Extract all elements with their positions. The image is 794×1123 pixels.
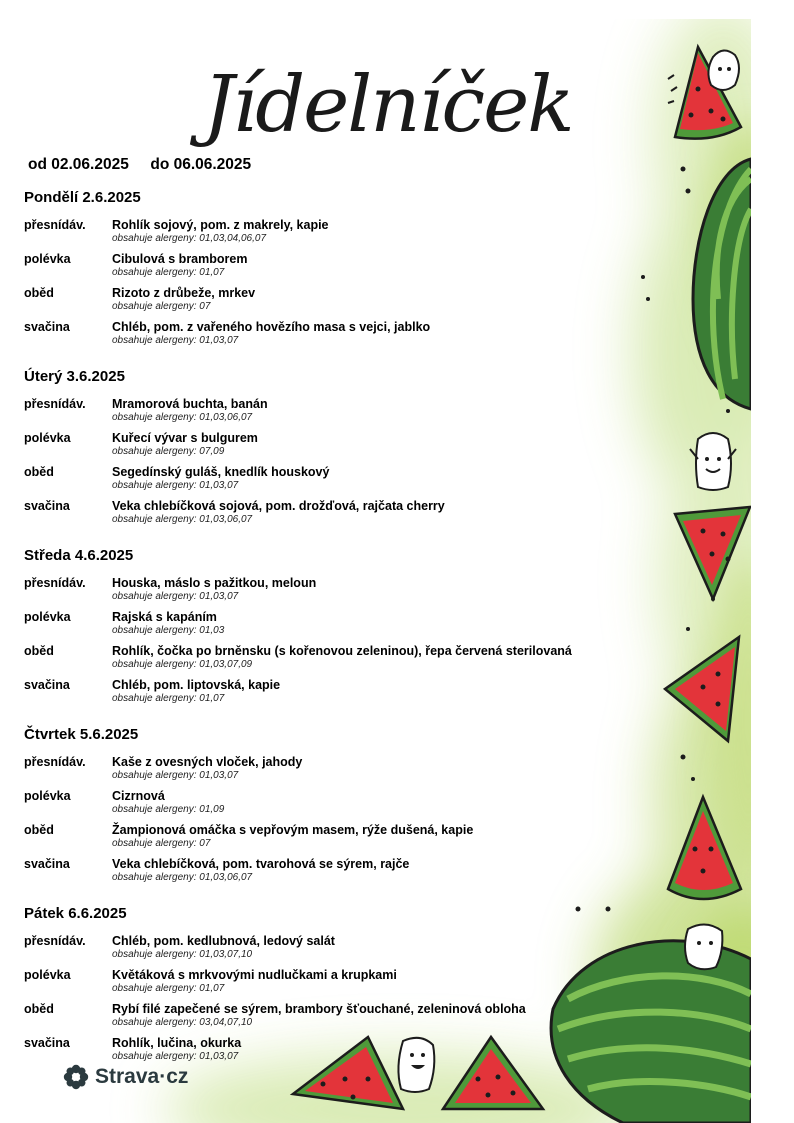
meal-details [112,609,664,643]
menu-content [24,189,664,1084]
meal-row [24,396,664,430]
meal-label: přesnídáv. [24,397,86,411]
dish-name: Rohlík, lučina, okurka [112,1036,242,1050]
meal-details [112,822,664,856]
meal-label: polévka [24,968,71,982]
allergen-note: obsahuje alergeny: 01,03,07 [112,335,239,346]
dish-name: Chléb, pom. z vařeného hovězího masa s vejci, jablko [112,320,431,334]
allergen-note: obsahuje alergeny: 07,09 [112,446,225,457]
meal-label: polévka [24,610,71,624]
meal-details [112,1035,664,1069]
meal-row [24,1001,664,1035]
meal-label: oběd [24,465,54,479]
allergen-note: obsahuje alergeny: 01,03 [112,625,225,636]
page-title [23,19,583,169]
dish-name: Veka chlebíčková sojová, pom. drožďová, rajčata cherry [112,499,445,513]
meal-details [112,251,664,285]
meal-details [112,498,664,532]
dish-name: Rizoto z drůbeže, mrkev [112,286,256,300]
allergen-note: obsahuje alergeny: 01,09 [112,804,225,815]
day-title: Středa 4.6.2025 [24,547,134,564]
meal-details [112,643,664,677]
day-title: Čtvrtek 5.6.2025 [24,726,139,743]
meal-label: oběd [24,1002,54,1016]
meal-details [112,754,664,788]
meal-details [112,856,664,890]
allergen-note: obsahuje alergeny: 03,04,07,10 [112,1017,253,1028]
meal-label: přesnídáv. [24,218,86,232]
meal-label: svačina [24,678,70,692]
day-section [24,547,664,711]
meal-label: přesnídáv. [24,934,86,948]
allergen-note: obsahuje alergeny: 01,03,07,09 [112,659,253,670]
meal-label: svačina [24,1036,70,1050]
allergen-note: obsahuje alergeny: 07 [112,838,211,849]
meal-label: oběd [24,644,54,658]
meal-label: svačina [24,857,70,871]
meal-details [112,396,664,430]
meal-row [24,788,664,822]
meal-row [24,217,664,251]
meal-row [24,822,664,856]
meal-details [112,967,664,1001]
allergen-note: obsahuje alergeny: 01,03,07 [112,591,239,602]
dish-name: Kaše z ovesných vloček, jahody [112,755,303,769]
meal-details [112,430,664,464]
meal-row [24,754,664,788]
dish-name: Cibulová s bramborem [112,252,248,266]
date-range: od 02.06.2025 do 06.06.2025 [28,156,252,173]
allergen-note: obsahuje alergeny: 01,03,07 [112,770,239,781]
strava-logo-icon [63,1064,89,1090]
day-section [24,189,664,353]
meal-details [112,464,664,498]
day-title: Pondělí 2.6.2025 [24,189,141,206]
meal-row [24,464,664,498]
brand-name: Strava·cz [95,1065,189,1088]
meal-row [24,856,664,890]
meal-label: přesnídáv. [24,755,86,769]
meal-row [24,285,664,319]
meal-label: polévka [24,252,71,266]
meal-details [112,575,664,609]
meal-label: oběd [24,286,54,300]
dish-name: Veka chlebíčková, pom. tvarohová se sýrem, rajče [112,857,410,871]
meal-row [24,933,664,967]
meal-details [112,285,664,319]
meal-details [112,217,664,251]
dish-name: Rajská s kapáním [112,610,217,624]
allergen-note: obsahuje alergeny: 01,03,06,07 [112,872,253,883]
brand-logo[interactable] [63,1064,188,1090]
meal-label: oběd [24,823,54,837]
allergen-note: obsahuje alergeny: 01,07 [112,983,225,994]
meal-row [24,498,664,532]
meal-label: polévka [24,789,71,803]
dish-name: Rybí filé zapečené se sýrem, brambory šťouchané, zeleninová obloha [112,1002,526,1016]
day-section [24,905,664,1069]
dish-name: Rohlík, čočka po brněnsku (s kořenovou zeleninou), řepa červená sterilovaná [112,644,572,658]
allergen-note: obsahuje alergeny: 01,03,06,07 [112,514,253,525]
day-section [24,368,664,532]
meal-row [24,430,664,464]
dish-name: Kuřecí vývar s bulgurem [112,431,258,445]
meal-row [24,967,664,1001]
meal-row [24,251,664,285]
meal-row [24,677,664,711]
meal-details [112,1001,664,1035]
meal-row [24,609,664,643]
meal-label: přesnídáv. [24,576,86,590]
allergen-note: obsahuje alergeny: 01,03,07 [112,480,239,491]
dish-name: Rohlík sojový, pom. z makrely, kapie [112,218,329,232]
meal-label: polévka [24,431,71,445]
dish-name: Cizrnová [112,789,165,803]
day-title: Úterý 3.6.2025 [24,368,125,385]
dish-name: Segedínský guláš, knedlík houskový [112,465,330,479]
allergen-note: obsahuje alergeny: 01,07 [112,267,225,278]
dish-name: Mramorová buchta, banán [112,397,268,411]
meal-row [24,319,664,353]
allergen-note: obsahuje alergeny: 01,03,06,07 [112,412,253,423]
meal-details [112,319,664,353]
meal-label: svačina [24,320,70,334]
meal-details [112,933,664,967]
allergen-note: obsahuje alergeny: 01,03,07,10 [112,949,253,960]
allergen-note: obsahuje alergeny: 01,03,04,06,07 [112,233,267,244]
dish-name: Žampionová omáčka s vepřovým masem, rýže dušená, kapie [112,823,474,837]
dish-name: Chléb, pom. kedlubnová, ledový salát [112,934,335,948]
dish-name: Houska, máslo s pažitkou, meloun [112,576,317,590]
meal-row [24,575,664,609]
menu-sheet [23,19,751,1123]
dish-name: Chléb, pom. liptovská, kapie [112,678,281,692]
allergen-note: obsahuje alergeny: 01,03,07 [112,1051,239,1062]
meal-row [24,643,664,677]
day-title: Pátek 6.6.2025 [24,905,127,922]
meal-label: svačina [24,499,70,513]
dish-name: Květáková s mrkvovými nudlučkami a krupkami [112,968,397,982]
allergen-note: obsahuje alergeny: 07 [112,301,211,312]
page-title-text: Jídelníček [203,60,573,150]
meal-details [112,677,664,711]
day-section [24,726,664,890]
meal-details [112,788,664,822]
allergen-note: obsahuje alergeny: 01,07 [112,693,225,704]
